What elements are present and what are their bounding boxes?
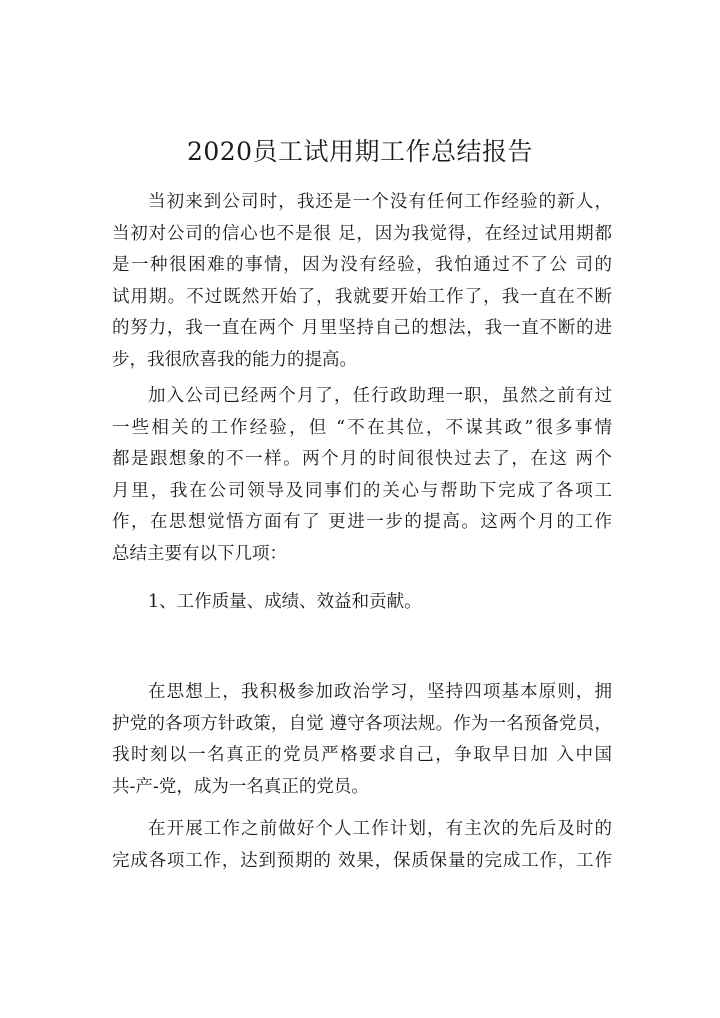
section-heading-1 bbox=[112, 587, 612, 619]
paragraph-line: 一些相关的工作经验，但 “不在其位，不谋其政”很多事情 bbox=[112, 417, 612, 438]
paragraph-line: 完成各项工作，达到预期的 效果，保质保量的完成工作，工作 bbox=[112, 850, 612, 871]
document-title: 2020员工试用期工作总结报告 bbox=[186, 137, 534, 166]
paragraph-line: 加入公司已经两个月了，任行政助理一职，虽然之前有过 bbox=[148, 386, 612, 406]
section-heading-text: 1、工作质量、成绩、效益和贡献。 bbox=[148, 592, 422, 612]
paragraph-line: 在开展工作之前做好个人工作计划，有主次的先后及时的 bbox=[148, 819, 612, 839]
paragraph-1 bbox=[112, 187, 612, 376]
paragraph-line: 步，我很欣喜我的能力的提高。 bbox=[112, 349, 357, 370]
paragraph-line: 总结主要有以下几项： bbox=[112, 543, 287, 564]
paragraph-4 bbox=[112, 814, 612, 877]
paragraph-line: 月里，我在公司领导及同事们的关心与帮助下完成了各项工 bbox=[112, 480, 612, 501]
paragraph-3 bbox=[112, 677, 612, 803]
paragraph-line: 的努力，我一直在两个 月里坚持自己的想法，我一直不断的进 bbox=[112, 318, 612, 338]
paragraph-line: 共-产-党，成为一名真正的党员。 bbox=[112, 776, 369, 797]
paragraph-line: 当初对公司的信心也不是很 足，因为我觉得，在经过试用期都 bbox=[112, 223, 612, 244]
paragraph-line: 当初来到公司时，我还是一个没有任何工作经验的新人， bbox=[148, 192, 612, 212]
paragraph-line: 是一种很困难的事情，因为没有经验，我怕通过不了公 司的 bbox=[112, 255, 612, 275]
paragraph-line: 护党的各项方针政策，自觉 遵守各项法规。作为一名预备党员， bbox=[112, 713, 612, 734]
paragraph-line: 在思想上，我积极参加政治学习，坚持四项基本原则，拥 bbox=[148, 682, 612, 702]
paragraph-line: 作，在思想觉悟方面有了 更进一步的提高。这两个月的工作 bbox=[112, 512, 612, 532]
paragraph-2 bbox=[112, 381, 612, 570]
paragraph-line: 都是跟想象的不一样。两个月的时间很快过去了，在这 两个 bbox=[112, 449, 612, 469]
paragraph-line: 试用期。不过既然开始了，我就要开始工作了，我一直在不断 bbox=[112, 286, 612, 307]
paragraph-line: 我时刻以一名真正的党员严格要求自己，争取早日加 入中国 bbox=[112, 745, 612, 765]
